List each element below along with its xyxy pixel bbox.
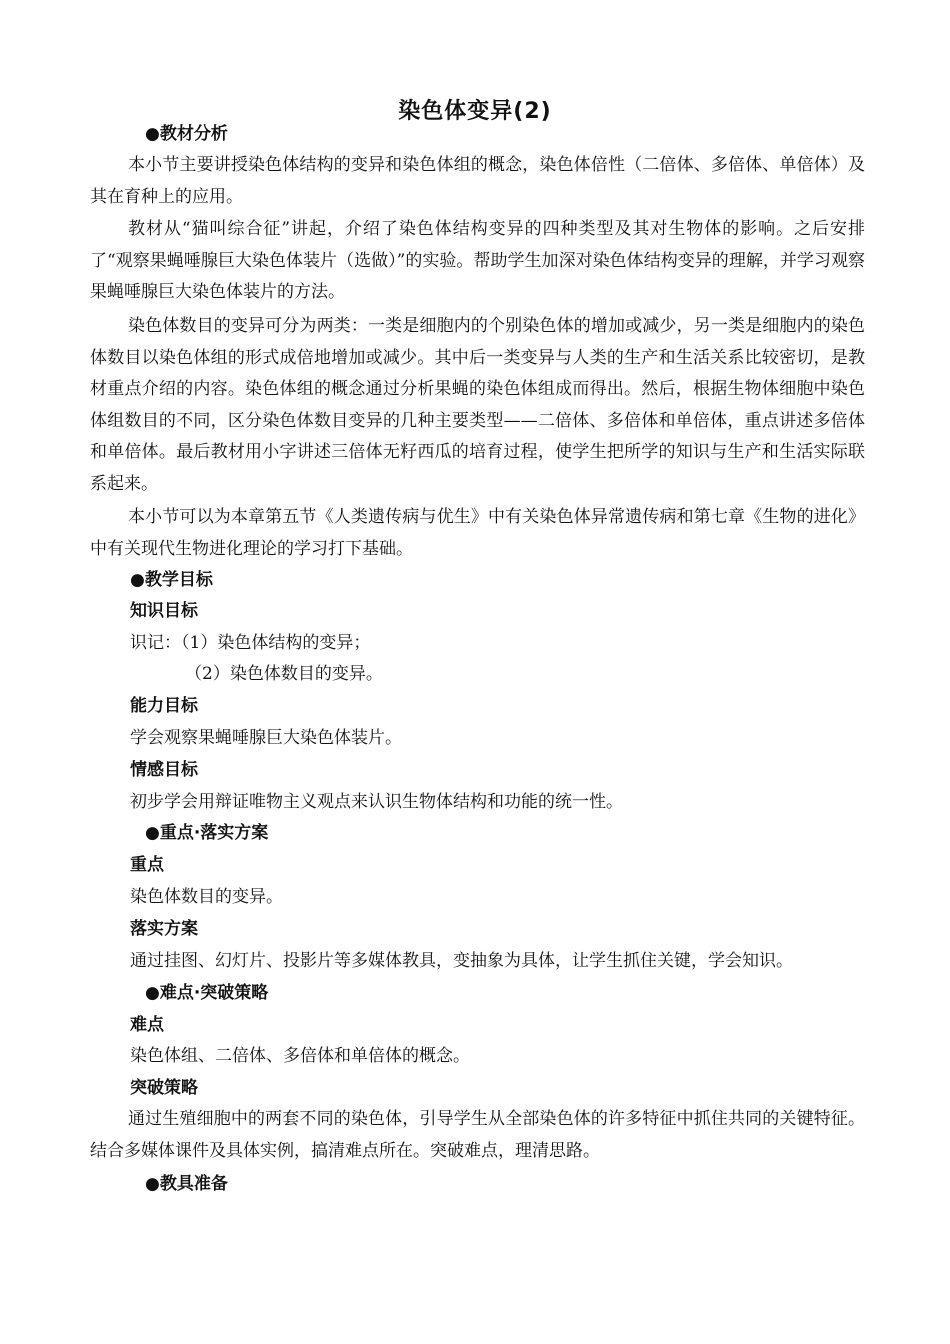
emotion-goal-text: 初步学会用辩证唯物主义观点来认识生物体结构和功能的统一性。 [130,792,623,812]
subheading-knowledge-goals: 知识目标 [130,601,198,621]
section-heading-textbook-analysis: ●教材分析 [145,124,228,144]
subheading-ability-goals: 能力目标 [130,696,198,716]
knowledge-item-2: （2）染色体数目的变异。 [185,664,383,684]
implementation-plan-text: 通过挂图、幻灯片、投影片等多媒体教具，变抽象为具体，让学生抓住关键，学会知识。 [130,951,793,971]
paragraph-structure-variation: 教材从“猫叫综合征”讲起，介绍了染色体结构变异的四种类型及其对生物体的影响。之后安排了“观察果蝇唾腺巨大染色体装片（选做）”的实验。帮助学生加深对染色体结构变异的理解，并学习观察果蝇唾腺巨大染色体装片的方法。 [90,219,865,303]
subheading-key-point: 重点 [130,855,164,875]
difficulty-text: 染色体组、二倍体、多倍体和单倍体的概念。 [130,1046,470,1066]
paragraph-overview: 本小节主要讲授染色体结构的变异和染色体组的概念，染色体倍性（二倍体、多倍体、单倍体）及其在育种上的应用。 [90,155,865,207]
section-heading-difficulties: ●难点·突破策略 [145,983,269,1003]
section-heading-teaching-goals: ●教学目标 [130,570,213,590]
document-title: 染色体变异(2) [398,99,552,124]
subheading-implementation-plan: 落实方案 [130,919,198,939]
section-heading-teaching-aids: ●教具准备 [145,1174,228,1194]
section-heading-key-points: ●重点·落实方案 [145,823,269,843]
key-point-text: 染色体数目的变异。 [130,887,283,907]
ability-goal-text: 学会观察果蝇唾腺巨大染色体装片。 [130,728,402,748]
subheading-breakthrough-strategy: 突破策略 [130,1078,198,1098]
subheading-emotion-goals: 情感目标 [130,760,198,780]
paragraph-foundation: 本小节可以为本章第五节《人类遗传病与优生》中有关染色体异常遗传病和第七章《生物的进化》中有关现代生物进化理论的学习打下基础。 [90,507,865,559]
subheading-difficulty: 难点 [130,1015,164,1035]
paragraph-breakthrough-strategy: 通过生殖细胞中的两套不同的染色体，引导学生从全部染色体的许多特征中抓住共同的关键特征。结合多媒体课件及具体实例，搞清难点所在。突破难点，理清思路。 [90,1109,865,1161]
paragraph-number-variation: 染色体数目的变异可分为两类：一类是细胞内的个别染色体的增加或减少，另一类是细胞内的染色体数目以染色体组的形式成倍地增加或减少。其中后一类变异与人类的生产和生活关系比较密切，是教材重点介绍的内容。染色体组的概念通过分析果蝇的染色体组成而得出。然后，根据生物体细胞中染色体组数目的不同，区分染色体数目变异的几种主要类型——二倍体、多倍体和单倍体，重点讲述多倍体和单倍体。最后教材用小字讲述三倍体无籽西瓜的培育过程，使学生把所学的知识与生产和生活实际联系起来。 [90,316,865,494]
knowledge-item-1: 识记：（1）染色体结构的变异； [130,633,371,653]
